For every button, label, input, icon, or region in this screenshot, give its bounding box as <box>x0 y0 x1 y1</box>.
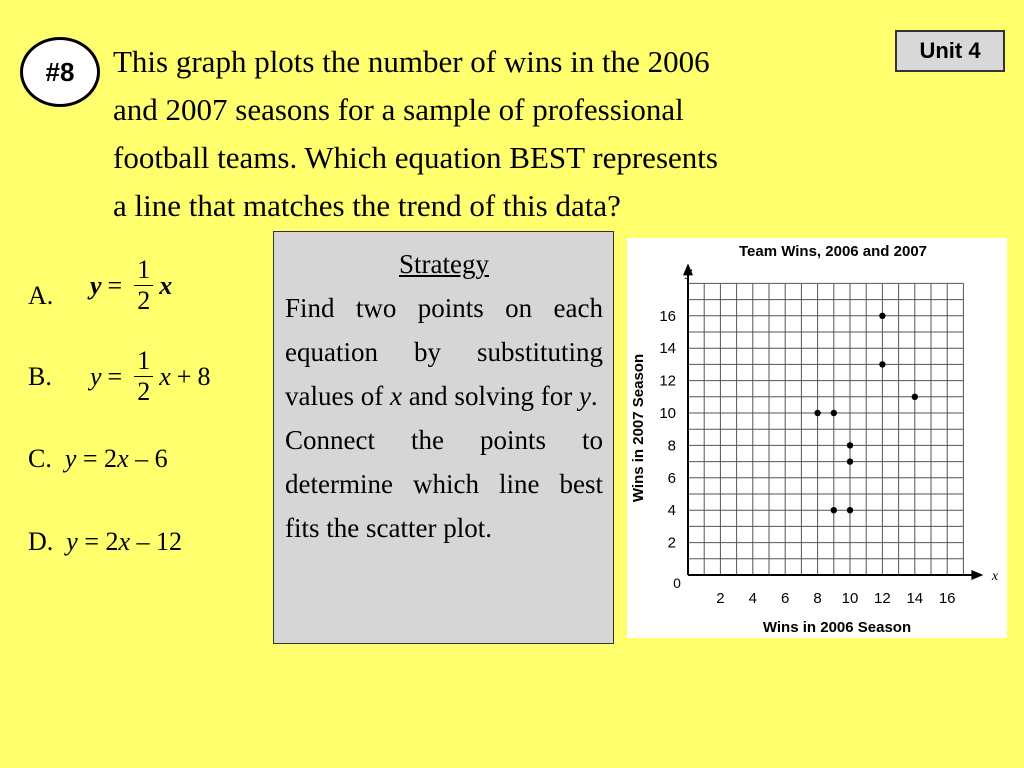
choice-b-equals: = <box>107 361 123 391</box>
choice-a-letter: A. <box>28 281 54 310</box>
y-tick-label: 4 <box>667 502 676 520</box>
data-point <box>847 507 853 513</box>
choice-b-plus: + <box>176 361 192 391</box>
y-tick-label: 14 <box>659 340 676 358</box>
strategy-p1-x: x <box>389 381 402 411</box>
x-tick-label: 2 <box>716 590 725 607</box>
choice-a-x: x <box>159 270 173 300</box>
x-tick-label: 4 <box>748 590 757 607</box>
choice-c-y: y <box>64 444 77 473</box>
choice-d-letter-group <box>28 527 182 557</box>
x-axis-title: Wins in 2006 Season <box>762 619 912 636</box>
y-tick-label: 6 <box>667 469 676 487</box>
scatter-chart-svg <box>627 238 1007 638</box>
x-tick-label: 6 <box>781 590 790 607</box>
strategy-p1-y: y <box>578 381 591 411</box>
data-point <box>879 313 885 319</box>
choice-b-denominator: 2 <box>134 376 153 407</box>
y-tick-label: 12 <box>659 372 676 390</box>
strategy-p1-b: and solving for <box>401 381 579 411</box>
question-number-badge <box>20 37 100 107</box>
data-point <box>831 410 837 416</box>
choice-a-equals: = <box>107 270 123 300</box>
strategy-paragraph-2: Connect the points to determine which line best fits the scatter plot. <box>285 425 603 543</box>
data-point <box>847 442 853 448</box>
question-line-1: This graph plots the number of wins in the 2006 <box>113 44 710 79</box>
strategy-title: Strategy <box>399 249 489 279</box>
choice-b-letter: B. <box>28 362 52 391</box>
strategy-box <box>273 231 614 644</box>
data-point <box>847 458 853 464</box>
chart-title: Team Wins, 2006 and 2007 <box>738 243 928 260</box>
strategy-p1-c: . <box>590 381 598 411</box>
unit-label <box>895 30 1005 72</box>
choice-d-letter: D. <box>28 527 54 556</box>
y-axis-title: Wins in 2007 Season <box>630 353 647 503</box>
data-point <box>912 394 918 400</box>
origin-label: 0 <box>673 575 681 591</box>
x-tick-label: 16 <box>938 590 956 607</box>
y-tick-label: 16 <box>659 307 676 325</box>
choice-d-x: x <box>118 527 131 556</box>
choice-d-equals: = 2 <box>77 527 119 556</box>
question-line-4: a line that matches the trend of this data? <box>113 188 621 223</box>
choice-b-equation <box>90 346 210 407</box>
choice-b-y: y <box>90 361 102 391</box>
question-line-3: football teams. Which equation BEST represents <box>113 140 718 175</box>
choice-c-x: x <box>117 444 129 473</box>
y-tick-label: 8 <box>667 437 676 455</box>
choice-b-numerator: 1 <box>137 346 151 375</box>
x-tick-label: 10 <box>841 590 859 607</box>
choice-b-fraction <box>134 346 153 407</box>
y-tick-label: 10 <box>659 405 676 422</box>
strategy-p1-a: Find two points on each equation by substituting values of <box>285 293 603 411</box>
choice-a-numerator: 1 <box>137 255 151 284</box>
choice-a-fraction <box>134 255 153 316</box>
choice-c-letter: C. <box>28 444 52 473</box>
data-point <box>831 507 837 513</box>
question-text <box>113 38 903 230</box>
x-tick-label: 8 <box>813 590 822 607</box>
y-axis-letter: y <box>685 265 693 280</box>
choice-d-y: y <box>66 527 78 556</box>
question-line-2: and 2007 seasons for a sample of professional <box>113 92 684 127</box>
choice-a-y: y <box>90 270 102 300</box>
x-axis-letter: x <box>991 569 999 584</box>
choice-a-denominator: 2 <box>134 285 153 316</box>
x-axis-arrow <box>971 570 983 580</box>
question-number: #8 <box>45 56 75 87</box>
choice-b-x: x <box>159 361 171 391</box>
choice-b-constant: 8 <box>197 361 211 391</box>
y-tick-label: 2 <box>667 534 676 552</box>
scatter-chart <box>627 238 1007 638</box>
choice-d-rest: – 12 <box>130 527 183 556</box>
data-point <box>814 410 820 416</box>
choice-a-equation <box>90 255 172 316</box>
data-point <box>879 361 885 367</box>
unit-text: Unit 4 <box>919 38 981 63</box>
choice-c-letter-group <box>28 444 168 474</box>
x-tick-label: 14 <box>906 590 924 607</box>
x-tick-label: 12 <box>874 590 891 607</box>
choice-c-equals: = 2 <box>76 444 118 473</box>
strategy-paragraph-1 <box>285 286 603 418</box>
choice-c-rest: – 6 <box>128 444 168 473</box>
